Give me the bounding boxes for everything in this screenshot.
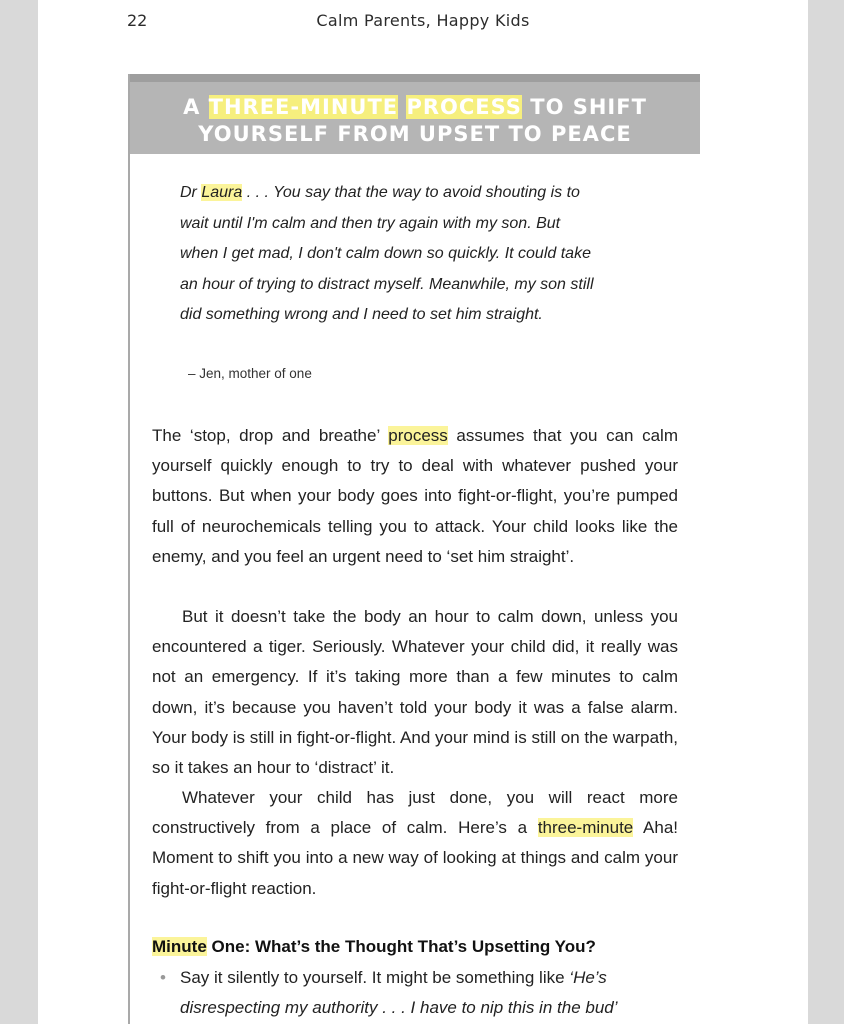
banner-title-line-2: YOURSELF FROM UPSET TO PEACE	[198, 122, 632, 146]
body-paragraph-2: But it doesn’t take the body an hour to calm down, unless you encountered a tiger. Seriously. Whatever your child did, it really was not an emergency. If it’s taking more than a few minutes to calm down, it’s because you haven’t told your body it was a false alarm. Your body is still in fight-or-flight. And your mind is still on the warpath, so it takes an hour to ‘distract’ it.	[152, 607, 678, 778]
section-banner	[130, 74, 700, 154]
highlight: three-minute	[537, 818, 634, 838]
page-number: 22	[127, 11, 148, 30]
highlight: THREE-MINUTE	[208, 95, 399, 119]
highlight: process	[388, 426, 448, 445]
bullet-list	[152, 963, 692, 1023]
body-paragraph-3: Whatever your child has just done, you will react more constructively from a place of calm. Here’s a three-minute Aha! Moment to shift you into a new way of looking at things and calm your fight-or-flight reaction.	[152, 788, 678, 898]
highlight: Laura	[201, 184, 243, 201]
highlight: Minute	[152, 937, 207, 956]
bullet-icon: •	[160, 968, 166, 987]
subheading-minute-one: Minute One: What’s the Thought That’s Upsetting You?	[152, 937, 596, 956]
sidebar-box-rule	[128, 74, 130, 1024]
book-page	[38, 0, 808, 1024]
list-item: • Say it silently to yourself. It might be something like ‘He’s disrespecting my authority . . . I have to nip this in the bud’	[152, 963, 692, 1023]
book-title: Calm Parents, Happy Kids	[316, 11, 530, 30]
body-paragraph-1: The ‘stop, drop and breathe’ process assumes that you can calm yourself quickly enough to try to deal with whatever pushed your buttons. But when your body goes into fight-or-flight, you’re pumped full of neurochemicals telling you to attack. Your child looks like the enemy, and you feel an urgent need to ‘set him straight’.	[152, 426, 678, 566]
running-header	[38, 11, 808, 35]
banner-title-line-1: A THREE-MINUTE PROCESS TO SHIFT	[183, 95, 647, 119]
reader-quote: Dr Laura . . . You say that the way to avoid shouting is to wait until I'm calm and then try again with my son. But when I get mad, I don't calm down so quickly. It could take an hour of trying to distract myself. Meanwhile, my son still did something wrong and I need to set him straight.	[180, 184, 594, 324]
quote-attribution: – Jen, mother of one	[188, 366, 312, 381]
highlight: PROCESS	[406, 95, 522, 119]
